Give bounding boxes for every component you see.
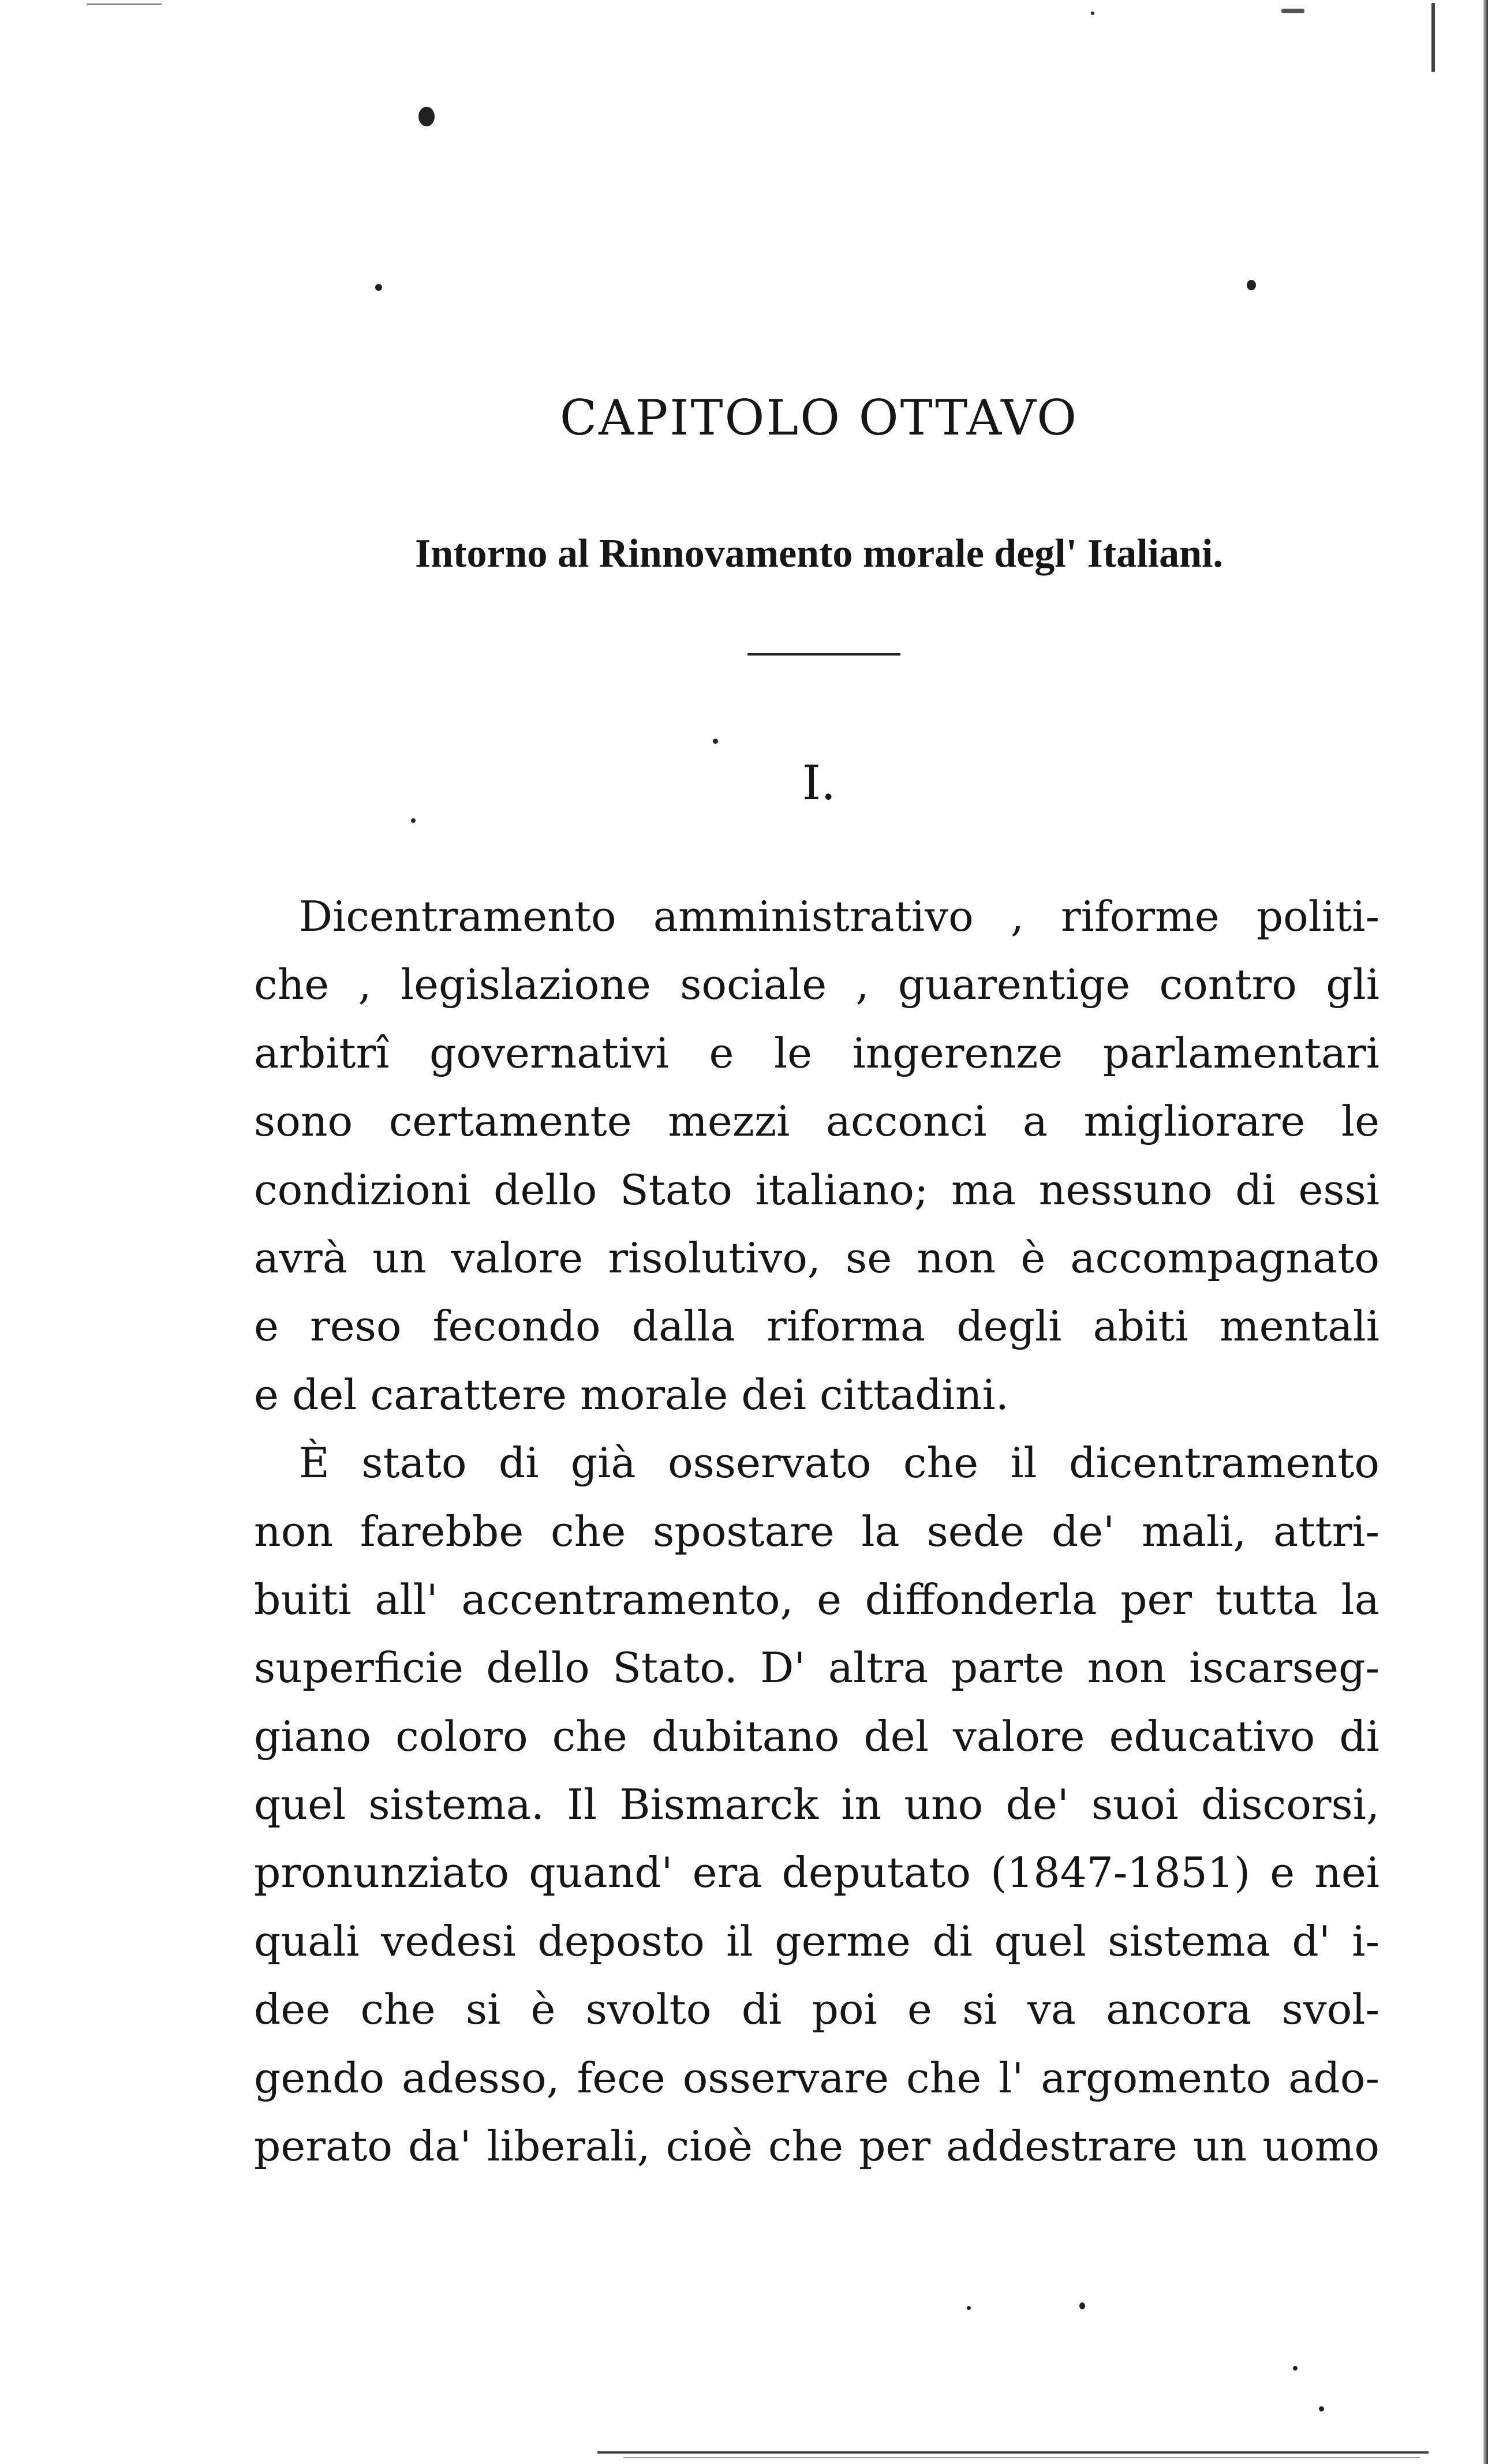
- ink-speck: [1281, 9, 1304, 13]
- text-line: buiti all' accentramento, e diffonderla per tutta la: [254, 1575, 1379, 1624]
- ink-speck: [1319, 2406, 1324, 2411]
- body-text: [254, 883, 1379, 2181]
- ink-speck: [1247, 280, 1256, 290]
- bottom-edge-rule: [597, 2451, 1429, 2454]
- text-line: giano coloro che dubitano del valore educativo di: [254, 1712, 1379, 1761]
- bottom-edge-rule: [623, 2457, 1420, 2458]
- ink-speck: [418, 107, 435, 126]
- section-number: I.: [802, 756, 836, 811]
- ink-speck: [713, 739, 718, 744]
- text-line: arbitrî governativi e le ingerenze parlamentari: [254, 1029, 1379, 1078]
- text-line: non farebbe che spostare la sede de' mali, attri-: [254, 1507, 1379, 1556]
- top-edge-rule: [87, 3, 162, 5]
- ink-speck: [967, 2306, 971, 2310]
- text-line: perato da' liberali, cioè che per addestrare un uomo: [254, 2122, 1379, 2171]
- paragraph: [254, 1429, 1379, 2181]
- chapter-title: CAPITOLO OTTAVO: [559, 390, 1079, 446]
- text-line: che , legislazione sociale , guarentige contro gli: [254, 961, 1379, 1010]
- text-line: quali vedesi deposto il germe di quel sistema d' i-: [254, 1917, 1379, 1966]
- ink-speck: [375, 284, 382, 291]
- text-line: avrà un valore risolutivo, se non è accompagnato: [254, 1234, 1379, 1283]
- ink-speck: [411, 818, 416, 823]
- ink-speck: [1431, 3, 1435, 72]
- text-line: dee che si è svolto di poi e si va ancora svol-: [254, 1986, 1379, 2035]
- text-line: e del carattere morale dei cittadini.: [254, 1370, 1009, 1420]
- ink-speck: [1091, 12, 1094, 15]
- text-line: È stato di già osservato che il dicentramento: [299, 1439, 1379, 1488]
- paragraph: [254, 883, 1379, 1429]
- page-binding-edge: [1483, 0, 1488, 2464]
- text-line: Dicentramento amministrativo , riforme politi-: [299, 893, 1379, 941]
- ink-speck: [1293, 2366, 1298, 2371]
- chapter-subtitle: Intorno al Rinnovamento morale degl' Italiani.: [414, 531, 1224, 576]
- text-line: gendo adesso, fece osservare che l' argomento ado-: [254, 2054, 1379, 2103]
- ink-speck: [1079, 2302, 1085, 2309]
- title-divider: [747, 653, 900, 656]
- text-line: quel sistema. Il Bismarck in uno de' suoi discorsi,: [254, 1781, 1379, 1830]
- text-line: superficie dello Stato. D' altra parte non iscarseg-: [254, 1644, 1379, 1693]
- text-line: sono certamente mezzi acconci a migliorare le: [254, 1098, 1379, 1147]
- text-line: e reso fecondo dalla riforma degli abiti mentali: [254, 1302, 1379, 1351]
- text-line: pronunziato quand' era deputato (1847-1851) e nei: [254, 1849, 1379, 1898]
- text-line: condizioni dello Stato italiano; ma nessuno di essi: [254, 1166, 1379, 1215]
